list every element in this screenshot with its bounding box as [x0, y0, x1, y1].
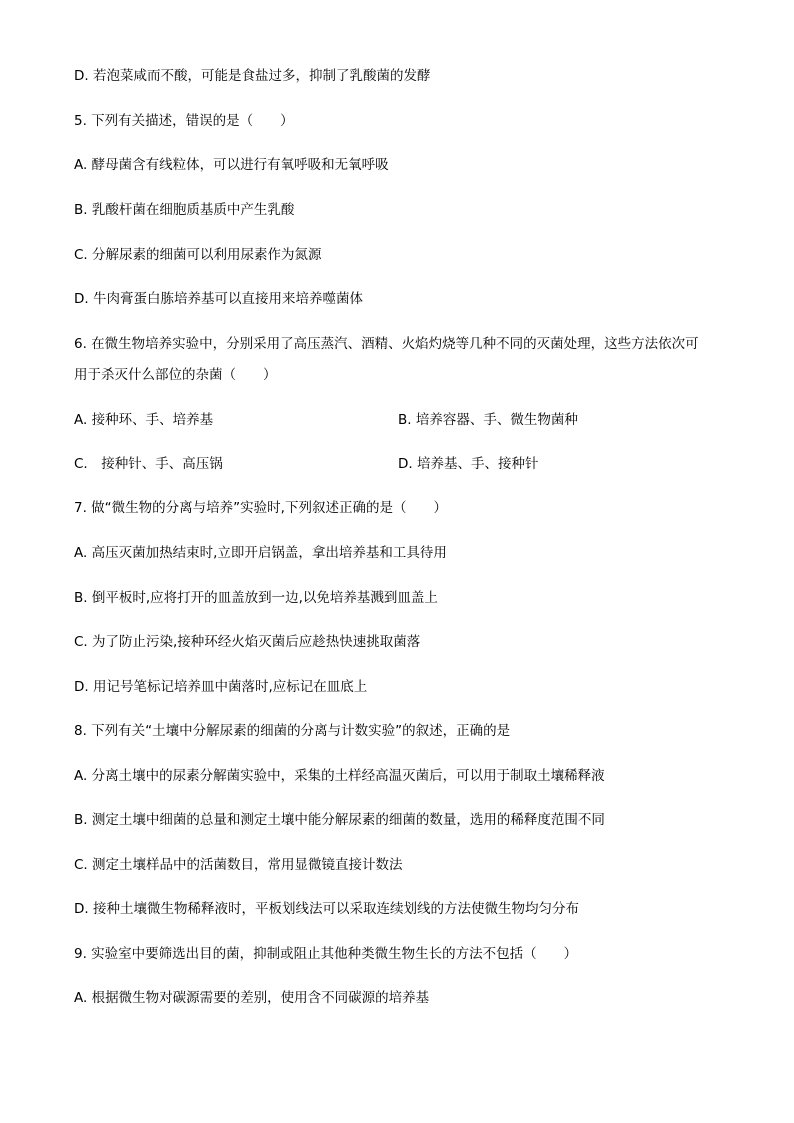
option-5c: C. 分解尿素的细菌可以利用尿素作为氮源: [74, 247, 322, 263]
option-7a: A. 高压灭菌加热结束时,立即开启锅盖，拿出培养基和工具待用: [74, 545, 447, 561]
question-6-line2: 用于杀灭什么部位的杂菌（ ）: [74, 367, 277, 383]
option-6b: B. 培养容器、手、微生物菌种: [398, 412, 578, 428]
question-9: 9. 实验室中要筛选出目的菌，抑制或阻止其他种类微生物生长的方法不包括（ ）: [74, 946, 578, 962]
option-6c: C. 接种针、手、高压锅: [74, 456, 223, 472]
question-7: 7. 做“微生物的分离与培养”实验时,下列叙述正确的是（ ）: [74, 500, 447, 516]
question-8: 8. 下列有关“土壤中分解尿素的细菌的分离与计数实验”的叙述，正确的是: [74, 723, 511, 739]
option-6d: D. 培养基、手、接种针: [398, 456, 539, 472]
question-6-line1: 6. 在微生物培养实验中，分别采用了高压蒸汽、酒精、火焰灼烧等几种不同的灭菌处理，这些方法依次可: [74, 336, 699, 352]
option-7c: C. 为了防止污染,接种环经火焰灭菌后应趁热快速挑取菌落: [74, 634, 421, 650]
option-8d: D. 接种土壤微生物稀释液时，平板划线法可以采取连续划线的方法使微生物均匀分布: [74, 901, 579, 917]
option-5a: A. 酵母菌含有线粒体，可以进行有氧呼吸和无氧呼吸: [74, 157, 389, 173]
option-7b: B. 倒平板时,应将打开的皿盖放到一边,以免培养基溅到皿盖上: [74, 590, 438, 606]
option-6a: A. 接种环、手、培养基: [74, 412, 214, 428]
option-text: D. 若泡菜咸而不酸，可能是食盐过多，抑制了乳酸菌的发酵: [74, 68, 431, 84]
option-8b: B. 测定土壤中细菌的总量和测定土壤中能分解尿素的细菌的数量，选用的稀释度范围不同: [74, 812, 605, 828]
option-7d: D. 用记号笔标记培养皿中菌落时,应标记在皿底上: [74, 679, 368, 695]
option-5b: B. 乳酸杆菌在细胞质基质中产生乳酸: [74, 202, 295, 218]
option-8a: A. 分离土壤中的尿素分解菌实验中，采集的土样经高温灭菌后，可以用于制取土壤稀释液: [74, 768, 605, 784]
question-5: 5. 下列有关描述，错误的是（ ）: [74, 113, 294, 129]
option-9a: A. 根据微生物对碳源需要的差别，使用含不同碳源的培养基: [74, 990, 430, 1006]
option-5d: D. 牛肉膏蛋白胨培养基可以直接用来培养噬菌体: [74, 291, 363, 307]
option-8c: C. 测定土壤样品中的活菌数目，常用显微镜直接计数法: [74, 857, 403, 873]
